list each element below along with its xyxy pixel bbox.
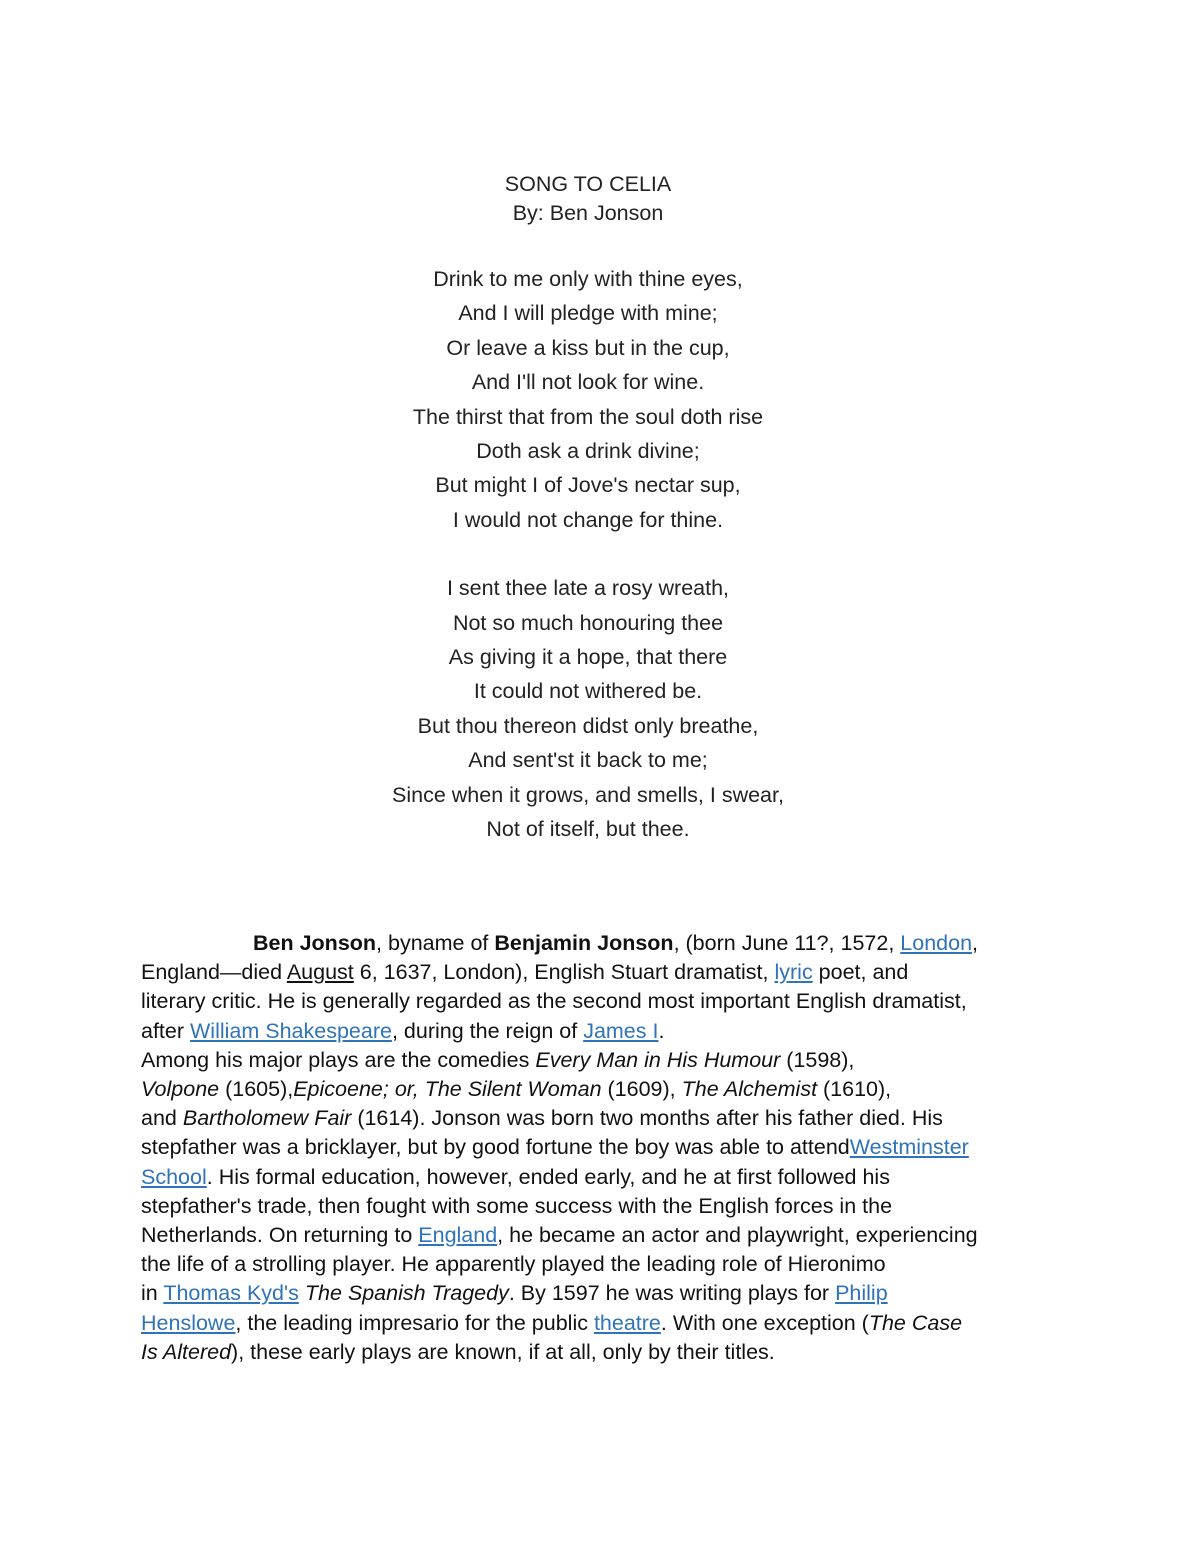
bio-text: , (972, 931, 979, 955)
bio-line: the life of a strolling player. He apparently played the leading role of Hieronimo (141, 1252, 886, 1277)
poem-byline: By: Ben Jonson (512, 201, 664, 225)
bio-text: (1605), (219, 1077, 294, 1102)
poem-line: Since when it grows, and smells, I swear, (392, 782, 784, 807)
link-thomas-kyd[interactable]: Thomas Kyd's (163, 1281, 299, 1306)
link-philip-henslowe[interactable]: Henslowe (141, 1310, 236, 1335)
poem-title: SONG TO CELIA (504, 172, 672, 196)
bio-line (141, 1046, 1071, 1075)
link-westminster-school[interactable]: School (141, 1164, 207, 1189)
link-westminster-school[interactable]: Westminster (849, 1135, 969, 1160)
bio-text: England—died (141, 960, 287, 985)
poem-line: I sent thee late a rosy wreath, (446, 576, 730, 601)
bio-line (141, 1133, 1071, 1162)
bio-line (141, 1309, 1071, 1338)
poem (200, 170, 976, 847)
stanza-gap (200, 537, 976, 571)
bio-text: 6, 1637, London), English Stuart dramatist, (353, 960, 775, 985)
poem-stanza-1 (200, 262, 976, 537)
bio-text: , he became an actor and playwright, experiencing (497, 1223, 978, 1248)
biography (141, 929, 1071, 1367)
bio-line (141, 1017, 1071, 1046)
poem-line: It could not withered be. (473, 679, 703, 704)
play-title: Every Man in His Humour (535, 1047, 781, 1072)
poem-line: Not so much honouring thee (452, 610, 724, 635)
link-theatre[interactable]: theatre (593, 1310, 661, 1335)
bio-name: Ben Jonson (253, 931, 377, 955)
bio-text: . (658, 1018, 665, 1043)
bio-text: stepfather was a bricklayer, but by good fortune the boy was able to attend (141, 1135, 850, 1160)
bio-line (141, 1338, 1071, 1367)
poem-line: But might I of Jove's nectar sup, (435, 473, 741, 498)
bio-text: , byname of (376, 931, 495, 955)
bio-line: stepfather's trade, then fought with some success with the English forces in the (141, 1193, 893, 1218)
poem-line: But thou thereon didst only breathe, (417, 713, 759, 738)
poem-line: And I will pledge with mine; (458, 301, 718, 326)
bio-line (141, 929, 1071, 958)
poem-line: I would not change for thine. (452, 507, 724, 532)
bio-full-name: Benjamin Jonson (494, 931, 674, 955)
bio-text: poet, and (812, 960, 909, 985)
bio-line (141, 1279, 1071, 1308)
link-london[interactable]: London (900, 931, 973, 955)
play-title: Epicoene; or, The Silent Woman (293, 1077, 602, 1102)
link-lyric[interactable]: lyric (774, 960, 813, 985)
poem-line: Doth ask a drink divine; (476, 439, 700, 464)
bio-line: literary critic. He is generally regarded as the second most important English dramatist, (141, 989, 967, 1014)
bio-text: ), these early plays are known, if at all, only by their titles. (231, 1339, 775, 1364)
august-word: August (286, 960, 354, 985)
bio-text: and (141, 1106, 183, 1131)
play-title: Is Altered (141, 1339, 232, 1364)
bio-line (141, 1075, 1071, 1104)
link-william-shakespeare[interactable]: William Shakespeare (190, 1018, 392, 1043)
poem-line: Or leave a kiss but in the cup, (446, 335, 730, 360)
poem-line: And I'll not look for wine. (471, 370, 705, 395)
poem-line: The thirst that from the soul doth rise (412, 404, 764, 429)
poem-line: Drink to me only with thine eyes, (433, 267, 743, 291)
bio-text: , during the reign of (391, 1018, 584, 1043)
play-title: The Alchemist (681, 1077, 818, 1102)
poem-line: And sent'st it back to me; (468, 748, 708, 773)
bio-line (141, 958, 1071, 987)
bio-text: Among his major plays are the comedies (141, 1047, 536, 1072)
bio-line (141, 1163, 1071, 1192)
link-philip-henslowe[interactable]: Philip (835, 1281, 888, 1306)
bio-text: (1609), (601, 1077, 682, 1102)
bio-text: after (141, 1018, 190, 1043)
bio-text: (1614). Jonson was born two months after his father died. His (351, 1106, 943, 1131)
bio-text: in (141, 1281, 164, 1306)
bio-text: . By 1597 he was writing plays for (508, 1281, 836, 1306)
bio-text: (1598), (780, 1047, 855, 1072)
poem-stanza-2 (200, 571, 976, 846)
link-james-i[interactable]: James I (583, 1018, 659, 1043)
bio-text: . With one exception ( (660, 1310, 869, 1335)
bio-text: . His formal education, however, ended early, and he at first followed his (206, 1164, 890, 1189)
bio-text: , (born June 11?, 1572, (673, 931, 901, 955)
poem-line: As giving it a hope, that there (448, 645, 728, 670)
play-title: Volpone (141, 1077, 220, 1102)
bio-line (141, 1221, 1071, 1250)
bio-text: , the leading impresario for the public (235, 1310, 594, 1335)
play-title: The Case (868, 1310, 963, 1335)
bio-line (141, 1104, 1071, 1133)
stanza-gap (200, 228, 976, 262)
poem-line: Not of itself, but thee. (486, 817, 690, 842)
play-title: The Spanish Tragedy (304, 1281, 509, 1306)
play-title: Bartholomew Fair (182, 1106, 352, 1131)
link-england[interactable]: England (418, 1223, 498, 1248)
bio-text: Netherlands. On returning to (141, 1223, 419, 1248)
bio-text: (1610), (817, 1077, 892, 1102)
